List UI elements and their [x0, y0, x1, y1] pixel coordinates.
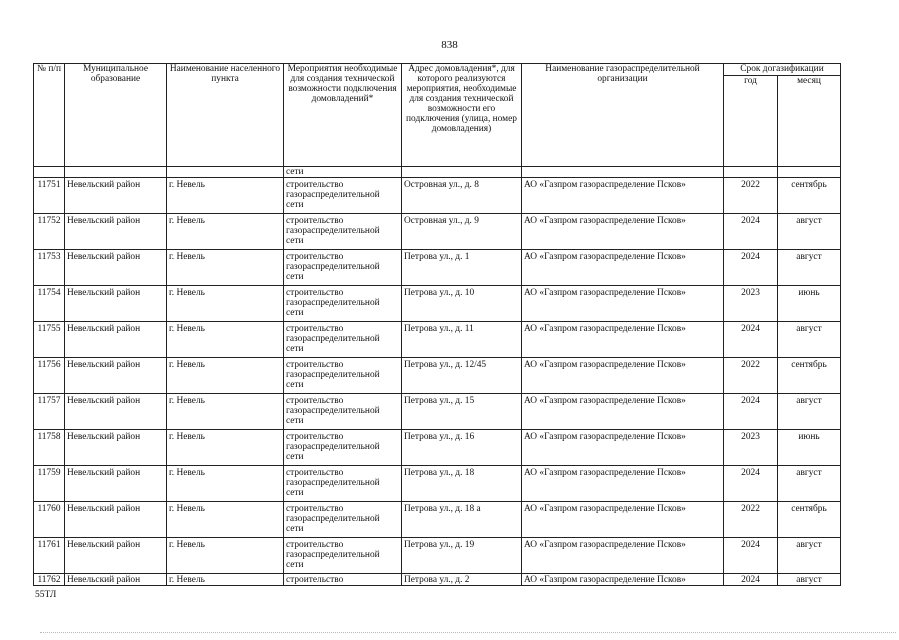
cell-municipality: Невельский район — [65, 574, 167, 586]
cell-year: 2023 — [724, 286, 778, 322]
cell-month: август — [778, 574, 841, 586]
gasification-table — [33, 63, 841, 586]
cell-municipality: Невельский район — [65, 250, 167, 286]
cell-num: 11758 — [34, 430, 65, 466]
cell-month: август — [778, 214, 841, 250]
cell-address: Петрова ул., д. 12/45 — [402, 358, 522, 394]
cell-measure: строительство газораспределительной сети — [284, 466, 402, 502]
cell-settlement: г. Невель — [167, 466, 284, 502]
cell-municipality: Невельский район — [65, 322, 167, 358]
cell-num: 11756 — [34, 358, 65, 394]
table-row — [34, 286, 841, 322]
cell-address: Петрова ул., д. 2 — [402, 574, 522, 586]
scan-edge-line — [40, 632, 896, 633]
header-municipality: Муниципальное образование — [65, 64, 167, 167]
cell-settlement: г. Невель — [167, 358, 284, 394]
cell-organization: АО «Газпром газораспределение Псков» — [522, 358, 724, 394]
cell-organization: АО «Газпром газораспределение Псков» — [522, 286, 724, 322]
cell-organization: АО «Газпром газораспределение Псков» — [522, 394, 724, 430]
header-month: месяц — [778, 76, 841, 167]
cell-num: 11759 — [34, 466, 65, 502]
cell-organization: АО «Газпром газораспределение Псков» — [522, 538, 724, 574]
cell-month: июнь — [778, 286, 841, 322]
cell-municipality: Невельский район — [65, 538, 167, 574]
cell-measure: строительство газораспределительной сети — [284, 322, 402, 358]
header-organization: Наименование газораспределительной организации — [522, 64, 724, 167]
cell-measure: строительство газораспределительной сети — [284, 358, 402, 394]
cell-organization: АО «Газпром газораспределение Псков» — [522, 430, 724, 466]
table-row — [34, 466, 841, 502]
cell-organization: АО «Газпром газораспределение Псков» — [522, 178, 724, 214]
table-row — [34, 178, 841, 214]
cell-address: Петрова ул., д. 11 — [402, 322, 522, 358]
cell-num: 11751 — [34, 178, 65, 214]
table-row — [34, 358, 841, 394]
header-year: год — [724, 76, 778, 167]
cell-month: август — [778, 466, 841, 502]
table-row — [34, 394, 841, 430]
cell-municipality: Невельский район — [65, 214, 167, 250]
cell-municipality: Невельский район — [65, 358, 167, 394]
cell-measure: строительство газораспределительной сети — [284, 394, 402, 430]
cell-address: Петрова ул., д. 10 — [402, 286, 522, 322]
page-number: 838 — [441, 39, 458, 51]
continuation-row — [34, 167, 841, 178]
cell-organization: АО «Газпром газораспределение Псков» — [522, 322, 724, 358]
table-row — [34, 502, 841, 538]
header-measures: Мероприятия необходимые для создания технической возможности подключения домовладений* — [284, 64, 402, 167]
cell-num: 11760 — [34, 502, 65, 538]
cell-measure: строительство газораспределительной сети — [284, 538, 402, 574]
cell-municipality: Невельский район — [65, 502, 167, 538]
cell-address: Островная ул., д. 8 — [402, 178, 522, 214]
cell-settlement: г. Невель — [167, 214, 284, 250]
cell-organization: АО «Газпром газораспределение Псков» — [522, 502, 724, 538]
cell-measure: строительство газораспределительной сети — [284, 214, 402, 250]
cell-measure: строительство газораспределительной сети — [284, 178, 402, 214]
cell-year: 2022 — [724, 178, 778, 214]
table-row — [34, 214, 841, 250]
cell-organization: АО «Газпром газораспределение Псков» — [522, 250, 724, 286]
cell-settlement: г. Невель — [167, 250, 284, 286]
cell-municipality: Невельский район — [65, 286, 167, 322]
table-row — [34, 430, 841, 466]
cell-settlement: г. Невель — [167, 502, 284, 538]
cell-num: 11752 — [34, 214, 65, 250]
cell-month: август — [778, 322, 841, 358]
cell-organization: АО «Газпром газораспределение Псков» — [522, 466, 724, 502]
cell-month: сентябрь — [778, 358, 841, 394]
cell-month: сентябрь — [778, 178, 841, 214]
cell-municipality: Невельский район — [65, 178, 167, 214]
cell-address: Петрова ул., д. 16 — [402, 430, 522, 466]
cell-measure: строительство газораспределительной сети — [284, 250, 402, 286]
cell-num: 11753 — [34, 250, 65, 286]
cell-num: 11762 — [34, 574, 65, 586]
cell-measure: строительство — [284, 574, 402, 586]
footer-code: 55ТЛ — [35, 590, 57, 600]
cell-organization: АО «Газпром газораспределение Псков» — [522, 214, 724, 250]
cell-municipality: Невельский район — [65, 466, 167, 502]
cell-num: 11754 — [34, 286, 65, 322]
table-row — [34, 538, 841, 574]
table-row — [34, 574, 841, 586]
continuation-text: сети — [284, 167, 402, 178]
cell-municipality: Невельский район — [65, 430, 167, 466]
cell-settlement: г. Невель — [167, 574, 284, 586]
cell-measure: строительство газораспределительной сети — [284, 286, 402, 322]
cell-organization: АО «Газпром газораспределение Псков» — [522, 574, 724, 586]
cell-year: 2024 — [724, 538, 778, 574]
header-address: Адрес домовладения*, для которого реализуются мероприятия, необходимые для создания технической возможности его подключения (улица, номер домовладения) — [402, 64, 522, 167]
cell-address: Петрова ул., д. 1 — [402, 250, 522, 286]
cell-num: 11761 — [34, 538, 65, 574]
table-row — [34, 250, 841, 286]
cell-num: 11757 — [34, 394, 65, 430]
cell-settlement: г. Невель — [167, 538, 284, 574]
cell-year: 2023 — [724, 430, 778, 466]
header-settlement: Наименование населенного пункта — [167, 64, 284, 167]
cell-year: 2022 — [724, 502, 778, 538]
cell-month: сентябрь — [778, 502, 841, 538]
cell-address: Петрова ул., д. 15 — [402, 394, 522, 430]
cell-measure: строительство газораспределительной сети — [284, 502, 402, 538]
cell-year: 2024 — [724, 394, 778, 430]
cell-year: 2024 — [724, 214, 778, 250]
cell-month: август — [778, 394, 841, 430]
cell-address: Петрова ул., д. 19 — [402, 538, 522, 574]
header-deadline: Срок догазификации — [724, 64, 841, 76]
cell-address: Островная ул., д. 9 — [402, 214, 522, 250]
cell-year: 2024 — [724, 574, 778, 586]
cell-year: 2024 — [724, 466, 778, 502]
cell-settlement: г. Невель — [167, 322, 284, 358]
cell-settlement: г. Невель — [167, 430, 284, 466]
cell-year: 2024 — [724, 322, 778, 358]
table-row — [34, 322, 841, 358]
cell-year: 2024 — [724, 250, 778, 286]
cell-address: Петрова ул., д. 18 — [402, 466, 522, 502]
cell-settlement: г. Невель — [167, 286, 284, 322]
cell-measure: строительство газораспределительной сети — [284, 430, 402, 466]
cell-num: 11755 — [34, 322, 65, 358]
cell-settlement: г. Невель — [167, 178, 284, 214]
cell-municipality: Невельский район — [65, 394, 167, 430]
cell-month: август — [778, 250, 841, 286]
cell-month: июнь — [778, 430, 841, 466]
cell-month: август — [778, 538, 841, 574]
cell-address: Петрова ул., д. 18 а — [402, 502, 522, 538]
cell-settlement: г. Невель — [167, 394, 284, 430]
cell-year: 2022 — [724, 358, 778, 394]
header-num: № п/п — [34, 64, 65, 167]
